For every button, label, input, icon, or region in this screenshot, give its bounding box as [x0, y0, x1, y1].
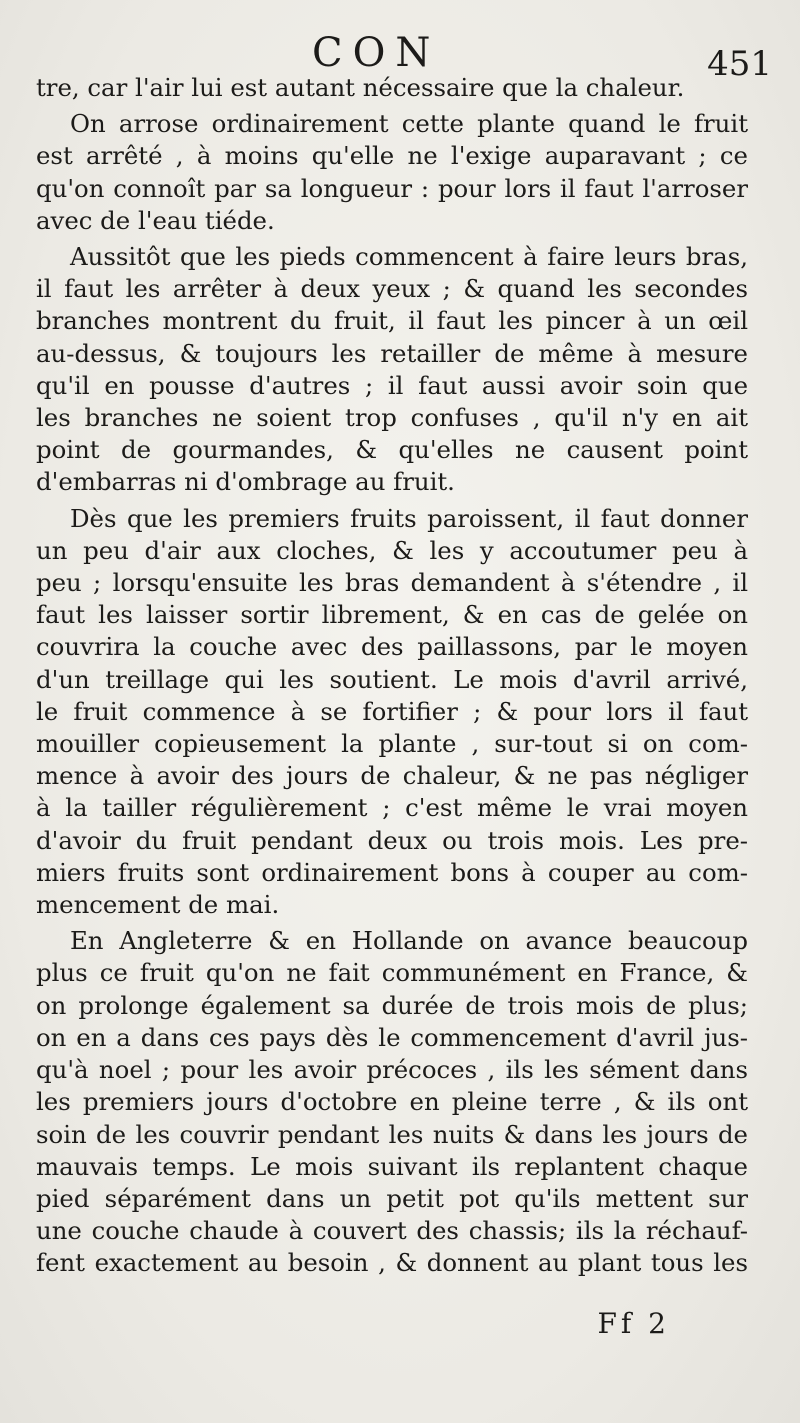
text-line: qu'on connoît par sa longueur : pour lors il faut l'arroser	[36, 173, 748, 203]
text-line: peu ; lorsqu'ensuite les bras demandent à s'étendre , il	[36, 568, 748, 598]
text-line: mouiller copieusement la plante , sur-tout si on com-	[36, 729, 748, 759]
text-line: avec de l'eau tiéde.	[36, 205, 275, 235]
text-line: mence à avoir des jours de chaleur, & ne pas négliger	[36, 761, 748, 791]
text-line: tre, car l'air lui est autant nécessaire que la chaleur.	[36, 73, 685, 102]
text-line: qu'à noel ; pour les avoir précoces , ils les sément dans	[36, 1055, 748, 1085]
paragraph-continuation	[36, 72, 748, 104]
paragraph-first-fruits	[36, 503, 748, 922]
text-line: à la tailler régulièrement ; c'est même le vrai moyen	[36, 793, 748, 823]
text-line: qu'il en pousse d'autres ; il faut aussi avoir soin que	[36, 370, 748, 400]
text-line: plus ce fruit qu'on ne fait communément en France, &	[36, 958, 748, 988]
text-line: le fruit commence à se fortifier ; & pour lors il faut	[36, 696, 748, 726]
page-number: 451	[707, 44, 772, 84]
text-line: En Angleterre & en Hollande on avance beaucoup	[70, 926, 748, 956]
text-line: une couche chaude à couvert des chassis; ils la réchauf-	[36, 1216, 748, 1246]
running-title: CON	[312, 30, 441, 76]
text-line: fent exactement au besoin , & donnent au plant tous les	[36, 1248, 748, 1278]
text-line: on en a dans ces pays dès le commencement d'avril jus-	[36, 1022, 748, 1052]
body-text	[36, 72, 748, 1284]
text-line: miers fruits sont ordinairement bons à couper au com-	[36, 857, 748, 887]
text-line: au-dessus, & toujours les retailler de même à mesure	[36, 338, 748, 368]
text-line: il faut les arrêter à deux yeux ; & quand les secondes	[36, 274, 748, 304]
text-line: faut les laisser sortir librement, & en cas de gelée on	[36, 600, 748, 630]
text-line: branches montrent du fruit, il faut les pincer à un œil	[36, 306, 748, 336]
text-line: soin de les couvrir pendant les nuits & dans les jours de	[36, 1119, 748, 1149]
text-line: Dès que les premiers fruits paroissent, il faut donner	[70, 503, 748, 533]
signature-mark: Ff 2	[597, 1307, 670, 1340]
paragraph-watering	[36, 108, 748, 237]
text-line: pied séparément dans un petit pot qu'ils mettent sur	[36, 1183, 748, 1213]
text-line: est arrêté , à moins qu'elle ne l'exige auparavant ; ce	[36, 141, 748, 171]
text-line: point de gourmandes, & qu'elles ne causent point	[36, 435, 748, 465]
text-line: mauvais temps. Le mois suivant ils replantent chaque	[36, 1151, 748, 1181]
text-line: les branches ne soient trop confuses , qu'il n'y en ait	[36, 403, 748, 433]
text-line: On arrose ordinairement cette plante quand le fruit	[70, 109, 748, 139]
text-line: un peu d'air aux cloches, & les y accoutumer peu à	[36, 535, 748, 565]
paragraph-pruning	[36, 241, 748, 499]
text-line: les premiers jours d'octobre en pleine terre , & ils ont	[36, 1087, 748, 1117]
text-line: d'avoir du fruit pendant deux ou trois mois. Les pre-	[36, 825, 748, 855]
paragraph-england-holland	[36, 925, 748, 1279]
text-line: on prolonge également sa durée de trois mois de plus;	[36, 990, 748, 1020]
text-line: couvrira la couche avec des paillassons, par le moyen	[36, 632, 748, 662]
text-line: Aussitôt que les pieds commencent à faire leurs bras,	[70, 242, 748, 272]
text-line: mencement de mai.	[36, 890, 280, 920]
text-line: d'embarras ni d'ombrage au fruit.	[36, 467, 455, 497]
text-line: d'un treillage qui les soutient. Le mois d'avril arrivé,	[36, 664, 748, 694]
